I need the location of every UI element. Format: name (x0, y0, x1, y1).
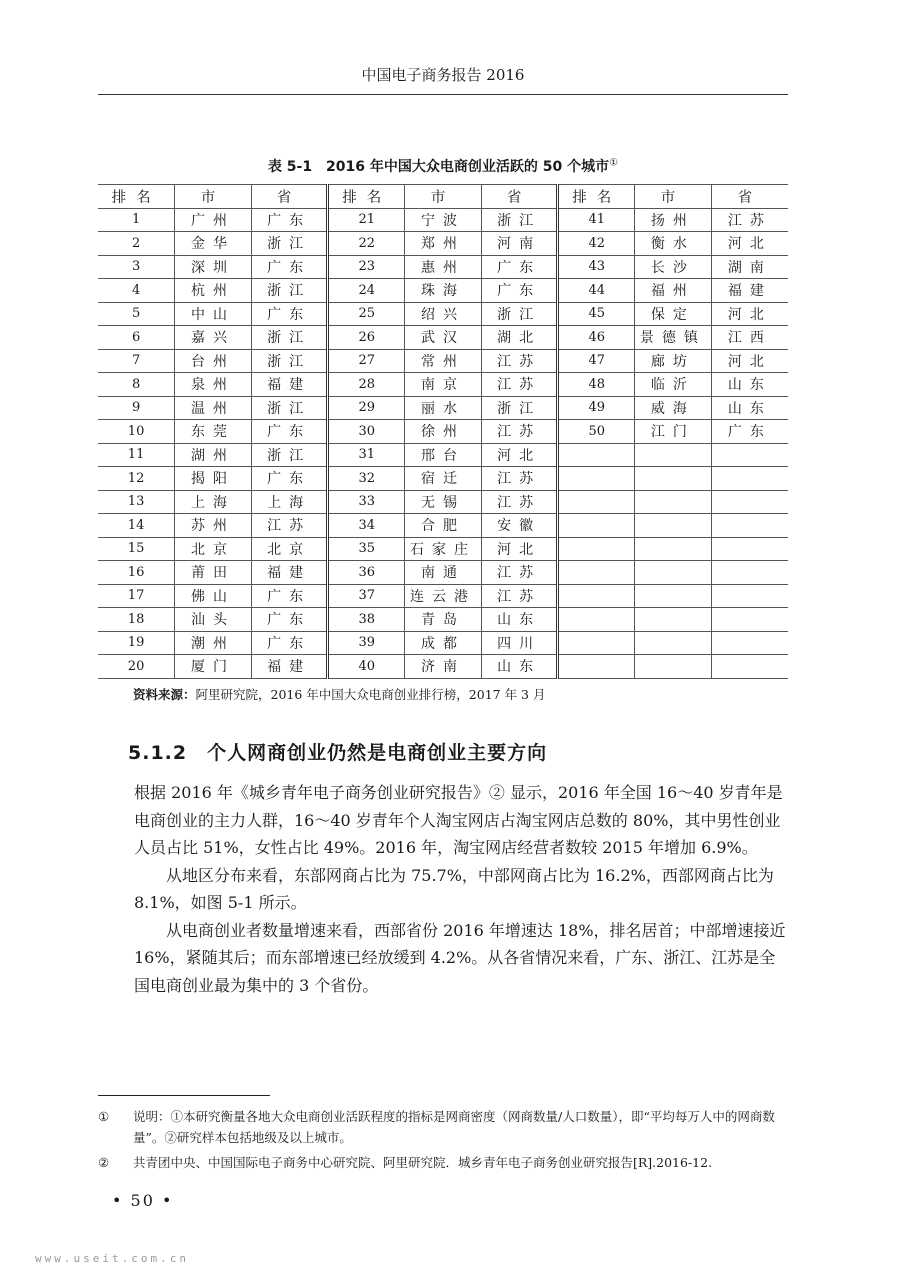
city-cell: 杭州 (175, 279, 252, 303)
table-row (98, 279, 788, 303)
column-header: 市 (175, 185, 252, 209)
city-cell (635, 631, 712, 655)
footnote-text: 共青团中央、中国国际电子商务中心研究院、阿里研究院．城乡青年电子商务创业研究报告[R].2016-12. (133, 1155, 713, 1170)
city-cell: 台州 (175, 349, 252, 373)
rank-cell: 15 (98, 537, 175, 561)
province-cell: 福建 (251, 373, 328, 397)
province-cell (711, 655, 788, 679)
city-cell: 江门 (635, 420, 712, 444)
province-cell: 江苏 (481, 373, 558, 397)
city-cell: 苏州 (175, 514, 252, 538)
table-body (98, 208, 788, 678)
city-cell (635, 561, 712, 585)
city-cell (635, 655, 712, 679)
province-cell (711, 561, 788, 585)
table-row (98, 302, 788, 326)
rank-cell: 16 (98, 561, 175, 585)
rank-cell (558, 608, 635, 632)
city-cell: 临沂 (635, 373, 712, 397)
province-cell: 浙江 (251, 232, 328, 256)
paragraph: 根据 2016 年《城乡青年电子商务创业研究报告》② 显示，2016 年全国 16～40 岁青年是电商创业的主力人群，16～40 岁青年个人淘宝网店占淘宝网店总数的 80%，其中男性创业人员占比 51%，女性占比 49%。2016 年，淘宝网店经营者数较 2015 年增加 6.9%。 (134, 783, 783, 857)
city-cell: 泉州 (175, 373, 252, 397)
table-row (98, 396, 788, 420)
city-cell: 绍兴 (405, 302, 482, 326)
province-cell: 广东 (251, 467, 328, 491)
rank-cell: 33 (328, 490, 405, 514)
city-cell: 徐州 (405, 420, 482, 444)
city-cell (635, 467, 712, 491)
province-cell (711, 514, 788, 538)
rank-cell: 5 (98, 302, 175, 326)
province-cell: 山东 (711, 373, 788, 397)
footnote (98, 1152, 788, 1173)
column-header: 省 (251, 185, 328, 209)
city-cell: 威海 (635, 396, 712, 420)
city-cell: 常州 (405, 349, 482, 373)
column-header: 省 (711, 185, 788, 209)
province-cell: 河北 (481, 443, 558, 467)
city-cell: 邢台 (405, 443, 482, 467)
rank-cell: 39 (328, 631, 405, 655)
city-cell: 温州 (175, 396, 252, 420)
province-cell: 江苏 (481, 420, 558, 444)
province-cell (711, 490, 788, 514)
province-cell: 河北 (711, 349, 788, 373)
city-cell: 广州 (175, 208, 252, 232)
province-cell (711, 443, 788, 467)
city-cell: 扬州 (635, 208, 712, 232)
rank-cell: 34 (328, 514, 405, 538)
rank-cell (558, 443, 635, 467)
rank-cell: 50 (558, 420, 635, 444)
province-cell: 北京 (251, 537, 328, 561)
column-header: 排名 (558, 185, 635, 209)
city-cell: 郑州 (405, 232, 482, 256)
province-cell: 广东 (481, 255, 558, 279)
rank-cell: 23 (328, 255, 405, 279)
province-cell: 广东 (251, 631, 328, 655)
rank-cell: 11 (98, 443, 175, 467)
rank-cell: 7 (98, 349, 175, 373)
province-cell: 浙江 (251, 443, 328, 467)
body-text (134, 779, 788, 999)
footnote-mark: ① (98, 1109, 110, 1124)
city-cell: 嘉兴 (175, 326, 252, 350)
table-row (98, 467, 788, 491)
province-cell: 江苏 (481, 467, 558, 491)
city-cell (635, 490, 712, 514)
rank-cell: 48 (558, 373, 635, 397)
city-cell (635, 584, 712, 608)
city-cell: 汕头 (175, 608, 252, 632)
rank-cell: 20 (98, 655, 175, 679)
rank-cell: 14 (98, 514, 175, 538)
city-cell: 莆田 (175, 561, 252, 585)
city-cell: 佛山 (175, 584, 252, 608)
table-row (98, 232, 788, 256)
table-row (98, 443, 788, 467)
city-cell: 济南 (405, 655, 482, 679)
city-cell: 揭阳 (175, 467, 252, 491)
city-cell: 廊坊 (635, 349, 712, 373)
province-cell: 广东 (711, 420, 788, 444)
column-header: 排名 (328, 185, 405, 209)
table-source (133, 685, 546, 703)
province-cell: 江苏 (711, 208, 788, 232)
city-cell: 中山 (175, 302, 252, 326)
table-row (98, 420, 788, 444)
table-row (98, 584, 788, 608)
city-cell: 武汉 (405, 326, 482, 350)
page-number: • 50 • (112, 1191, 174, 1210)
rank-cell (558, 584, 635, 608)
province-cell: 广东 (251, 255, 328, 279)
rank-cell: 49 (558, 396, 635, 420)
table-row (98, 349, 788, 373)
rank-cell: 18 (98, 608, 175, 632)
province-cell: 安徽 (481, 514, 558, 538)
province-cell: 浙江 (481, 208, 558, 232)
rank-cell: 9 (98, 396, 175, 420)
table-row (98, 208, 788, 232)
province-cell (711, 584, 788, 608)
rank-cell: 29 (328, 396, 405, 420)
rank-cell: 25 (328, 302, 405, 326)
rank-cell: 30 (328, 420, 405, 444)
rank-cell: 27 (328, 349, 405, 373)
column-header: 市 (405, 185, 482, 209)
province-cell: 江苏 (251, 514, 328, 538)
province-cell: 浙江 (251, 279, 328, 303)
footnotes (98, 1106, 788, 1177)
column-header: 市 (635, 185, 712, 209)
column-header: 排名 (98, 185, 175, 209)
paragraph: 从电商创业者数量增速来看，西部省份 2016 年增速达 18%，排名居首；中部增速接近 16%，紧随其后；而东部增速已经放缓到 4.2%。从各省情况来看，广东、浙江、江苏是全国电商创业最为集中的 3 个省份。 (134, 920, 786, 995)
province-cell (711, 631, 788, 655)
rank-cell (558, 514, 635, 538)
rank-cell: 21 (328, 208, 405, 232)
city-cell: 福州 (635, 279, 712, 303)
city-cell: 北京 (175, 537, 252, 561)
footnote-rule (98, 1095, 270, 1096)
table-row (98, 373, 788, 397)
city-cell: 丽水 (405, 396, 482, 420)
table-row (98, 537, 788, 561)
city-cell: 南京 (405, 373, 482, 397)
source-text: 阿里研究院，2016 年中国大众电商创业排行榜，2017 年 3 月 (195, 687, 546, 702)
rank-cell (558, 655, 635, 679)
rank-cell (558, 631, 635, 655)
province-cell: 河北 (711, 232, 788, 256)
province-cell: 广东 (251, 420, 328, 444)
rank-cell (558, 561, 635, 585)
rank-cell: 4 (98, 279, 175, 303)
footnote (98, 1106, 788, 1148)
city-cell: 珠海 (405, 279, 482, 303)
rank-cell: 24 (328, 279, 405, 303)
rank-cell (558, 467, 635, 491)
rank-cell: 28 (328, 373, 405, 397)
table-row (98, 326, 788, 350)
table-caption-text: 表 5-1 2016 年中国大众电商创业活跃的 50 个城市 (267, 159, 610, 175)
province-cell: 福建 (251, 655, 328, 679)
province-cell: 四川 (481, 631, 558, 655)
province-cell: 广东 (481, 279, 558, 303)
rank-cell: 42 (558, 232, 635, 256)
city-cell: 保定 (635, 302, 712, 326)
city-cell: 合肥 (405, 514, 482, 538)
city-cell: 厦门 (175, 655, 252, 679)
table-row (98, 490, 788, 514)
province-cell: 江苏 (481, 490, 558, 514)
province-cell: 浙江 (481, 396, 558, 420)
column-header: 省 (481, 185, 558, 209)
table-row (98, 255, 788, 279)
rank-cell (558, 537, 635, 561)
city-cell: 长沙 (635, 255, 712, 279)
province-cell: 江苏 (481, 584, 558, 608)
province-cell: 福建 (251, 561, 328, 585)
city-cell (635, 514, 712, 538)
province-cell (711, 608, 788, 632)
rank-cell: 43 (558, 255, 635, 279)
table-header-row (98, 185, 788, 209)
rank-cell: 36 (328, 561, 405, 585)
province-cell: 福建 (711, 279, 788, 303)
rank-cell: 26 (328, 326, 405, 350)
city-cell: 衡水 (635, 232, 712, 256)
province-cell: 山东 (481, 608, 558, 632)
province-cell (711, 537, 788, 561)
province-cell: 河北 (481, 537, 558, 561)
province-cell: 广东 (251, 208, 328, 232)
running-header: 中国电子商务报告 2016 (98, 60, 788, 95)
province-cell: 河北 (711, 302, 788, 326)
province-cell: 广东 (251, 584, 328, 608)
rank-cell: 47 (558, 349, 635, 373)
province-cell: 浙江 (251, 326, 328, 350)
city-cell: 潮州 (175, 631, 252, 655)
province-cell: 浙江 (481, 302, 558, 326)
city-cell: 宁波 (405, 208, 482, 232)
rank-cell: 32 (328, 467, 405, 491)
table-row (98, 561, 788, 585)
rank-cell: 35 (328, 537, 405, 561)
section-heading: 5.1.2 个人网商创业仍然是电商创业主要方向 (128, 742, 548, 764)
city-cell (635, 443, 712, 467)
table-caption (98, 156, 788, 176)
province-cell: 山东 (481, 655, 558, 679)
province-cell: 山东 (711, 396, 788, 420)
city-cell: 无锡 (405, 490, 482, 514)
rank-cell: 41 (558, 208, 635, 232)
province-cell: 浙江 (251, 349, 328, 373)
rank-cell: 17 (98, 584, 175, 608)
city-cell (635, 608, 712, 632)
city-cell: 惠州 (405, 255, 482, 279)
rank-cell: 46 (558, 326, 635, 350)
city-cell: 石家庄 (405, 537, 482, 561)
watermark: www.useit.com.cn (35, 1252, 189, 1265)
province-cell: 上海 (251, 490, 328, 514)
paragraph: 从地区分布来看，东部网商占比为 75.7%，中部网商占比为 16.2%，西部网商占比为 8.1%，如图 5-1 所示。 (134, 865, 774, 912)
rank-cell (558, 490, 635, 514)
city-cell: 上海 (175, 490, 252, 514)
province-cell: 江苏 (481, 561, 558, 585)
table-row (98, 514, 788, 538)
table-row (98, 608, 788, 632)
rank-cell: 13 (98, 490, 175, 514)
city-cell: 青岛 (405, 608, 482, 632)
province-cell: 江苏 (481, 349, 558, 373)
table-row (98, 631, 788, 655)
table-caption-note: ① (609, 157, 619, 169)
footnote-text: 说明：①本研究衡量各地大众电商创业活跃程度的指标是网商密度（网商数量/人口数量），即“平均每万人中的网商数量”。②研究样本包括地级及以上城市。 (133, 1109, 775, 1145)
rank-cell: 1 (98, 208, 175, 232)
rank-cell: 45 (558, 302, 635, 326)
city-cell: 金华 (175, 232, 252, 256)
rank-cell: 37 (328, 584, 405, 608)
rank-cell: 2 (98, 232, 175, 256)
rank-cell: 3 (98, 255, 175, 279)
province-cell: 广东 (251, 302, 328, 326)
city-cell: 南通 (405, 561, 482, 585)
rank-cell: 19 (98, 631, 175, 655)
rank-cell: 10 (98, 420, 175, 444)
province-cell: 湖北 (481, 326, 558, 350)
province-cell (711, 467, 788, 491)
province-cell: 广东 (251, 608, 328, 632)
footnote-mark: ② (98, 1155, 110, 1170)
city-ranking-table (98, 184, 788, 679)
rank-cell: 6 (98, 326, 175, 350)
city-cell: 宿迁 (405, 467, 482, 491)
rank-cell: 44 (558, 279, 635, 303)
province-cell: 浙江 (251, 396, 328, 420)
city-cell: 景德镇 (635, 326, 712, 350)
rank-cell: 38 (328, 608, 405, 632)
rank-cell: 8 (98, 373, 175, 397)
table-row (98, 655, 788, 679)
city-cell: 东莞 (175, 420, 252, 444)
province-cell: 河南 (481, 232, 558, 256)
city-cell (635, 537, 712, 561)
source-label: 资料来源： (133, 687, 196, 702)
rank-cell: 22 (328, 232, 405, 256)
city-cell: 深圳 (175, 255, 252, 279)
province-cell: 湖南 (711, 255, 788, 279)
rank-cell: 12 (98, 467, 175, 491)
province-cell: 江西 (711, 326, 788, 350)
city-cell: 成都 (405, 631, 482, 655)
city-cell: 湖州 (175, 443, 252, 467)
city-cell: 连云港 (405, 584, 482, 608)
rank-cell: 31 (328, 443, 405, 467)
rank-cell: 40 (328, 655, 405, 679)
